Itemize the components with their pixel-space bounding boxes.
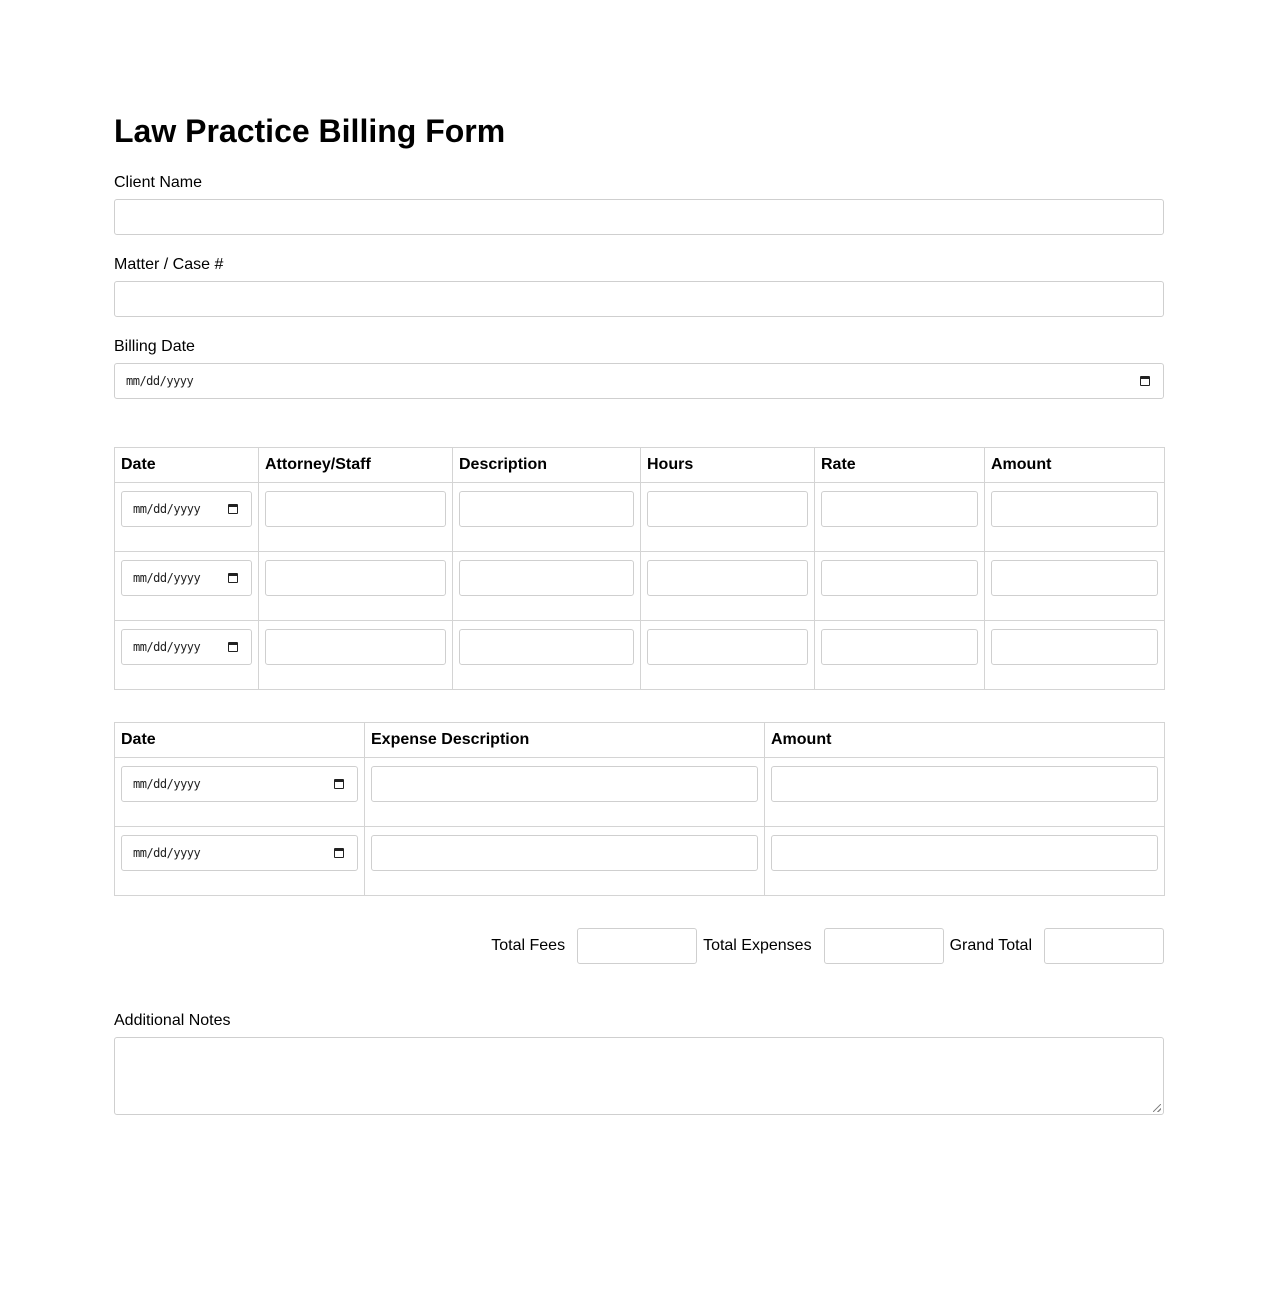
total-fees-input[interactable] — [577, 928, 697, 964]
expenses-table — [114, 722, 1165, 896]
fees-col-amount: Amount — [985, 448, 1165, 483]
calendar-icon[interactable] — [228, 573, 238, 583]
fees-col-date: Date — [115, 448, 259, 483]
expense-description-input[interactable] — [371, 766, 758, 802]
fee-description-input[interactable] — [459, 629, 634, 665]
expenses-col-amount: Amount — [765, 723, 1165, 758]
expense-date-input[interactable] — [121, 766, 358, 802]
expenses-header-row — [115, 723, 1165, 758]
total-fees-label: Total Fees — [491, 937, 566, 954]
calendar-icon[interactable] — [334, 779, 344, 789]
fees-header-row — [115, 448, 1165, 483]
fee-hours-input[interactable] — [647, 491, 808, 527]
total-expenses-label: Total Expenses — [703, 937, 812, 954]
matter-case-input[interactable] — [114, 281, 1164, 317]
fees-col-rate: Rate — [815, 448, 985, 483]
fee-hours-input[interactable] — [647, 560, 808, 596]
fees-table — [114, 447, 1165, 690]
billing-date-label: Billing Date — [114, 338, 195, 355]
client-name-input[interactable] — [114, 199, 1164, 235]
expense-date-input[interactable] — [121, 835, 358, 871]
calendar-icon[interactable] — [228, 642, 238, 652]
client-name-label: Client Name — [114, 174, 203, 191]
fee-amount-input[interactable] — [991, 629, 1158, 665]
resize-grip-icon[interactable] — [1153, 1104, 1161, 1112]
fee-date-input[interactable] — [121, 560, 252, 596]
fee-rate-input[interactable] — [821, 629, 978, 665]
table-row — [115, 552, 1165, 621]
fee-hours-input[interactable] — [647, 629, 808, 665]
billing-form — [114, 111, 1164, 1115]
expense-description-input[interactable] — [371, 835, 758, 871]
table-row — [115, 758, 1165, 827]
date-placeholder: mm/dd/yyyy — [133, 777, 201, 791]
fee-description-input[interactable] — [459, 560, 634, 596]
additional-notes-label: Additional Notes — [114, 1012, 231, 1029]
date-placeholder: mm/dd/yyyy — [133, 502, 201, 516]
fees-col-hours: Hours — [641, 448, 815, 483]
fee-rate-input[interactable] — [821, 560, 978, 596]
table-row — [115, 827, 1165, 896]
page-title: Law Practice Billing Form — [114, 113, 506, 149]
fee-date-input[interactable] — [121, 491, 252, 527]
fee-staff-input[interactable] — [265, 560, 446, 596]
fees-col-description: Description — [453, 448, 641, 483]
calendar-icon[interactable] — [334, 848, 344, 858]
grand-total-label: Grand Total — [949, 937, 1032, 954]
table-row — [115, 621, 1165, 690]
date-placeholder: mm/dd/yyyy — [133, 571, 201, 585]
fee-description-input[interactable] — [459, 491, 634, 527]
billing-date-input[interactable] — [114, 363, 1164, 399]
expense-amount-input[interactable] — [771, 835, 1158, 871]
fee-amount-input[interactable] — [991, 491, 1158, 527]
calendar-icon[interactable] — [228, 504, 238, 514]
calendar-icon[interactable] — [1140, 376, 1150, 386]
fee-amount-input[interactable] — [991, 560, 1158, 596]
expense-amount-input[interactable] — [771, 766, 1158, 802]
additional-notes-textarea[interactable] — [114, 1037, 1164, 1115]
fee-rate-input[interactable] — [821, 491, 978, 527]
billing-date-placeholder: mm/dd/yyyy — [126, 374, 194, 388]
date-placeholder: mm/dd/yyyy — [133, 846, 201, 860]
matter-case-label: Matter / Case # — [114, 256, 224, 273]
totals-row — [114, 928, 1164, 964]
table-row — [115, 483, 1165, 552]
expenses-col-description: Expense Description — [365, 723, 765, 758]
fees-col-attorney-staff: Attorney/Staff — [259, 448, 453, 483]
total-expenses-input[interactable] — [824, 928, 944, 964]
date-placeholder: mm/dd/yyyy — [133, 640, 201, 654]
grand-total-input[interactable] — [1044, 928, 1164, 964]
fee-date-input[interactable] — [121, 629, 252, 665]
expenses-col-date: Date — [115, 723, 365, 758]
fee-staff-input[interactable] — [265, 491, 446, 527]
fee-staff-input[interactable] — [265, 629, 446, 665]
